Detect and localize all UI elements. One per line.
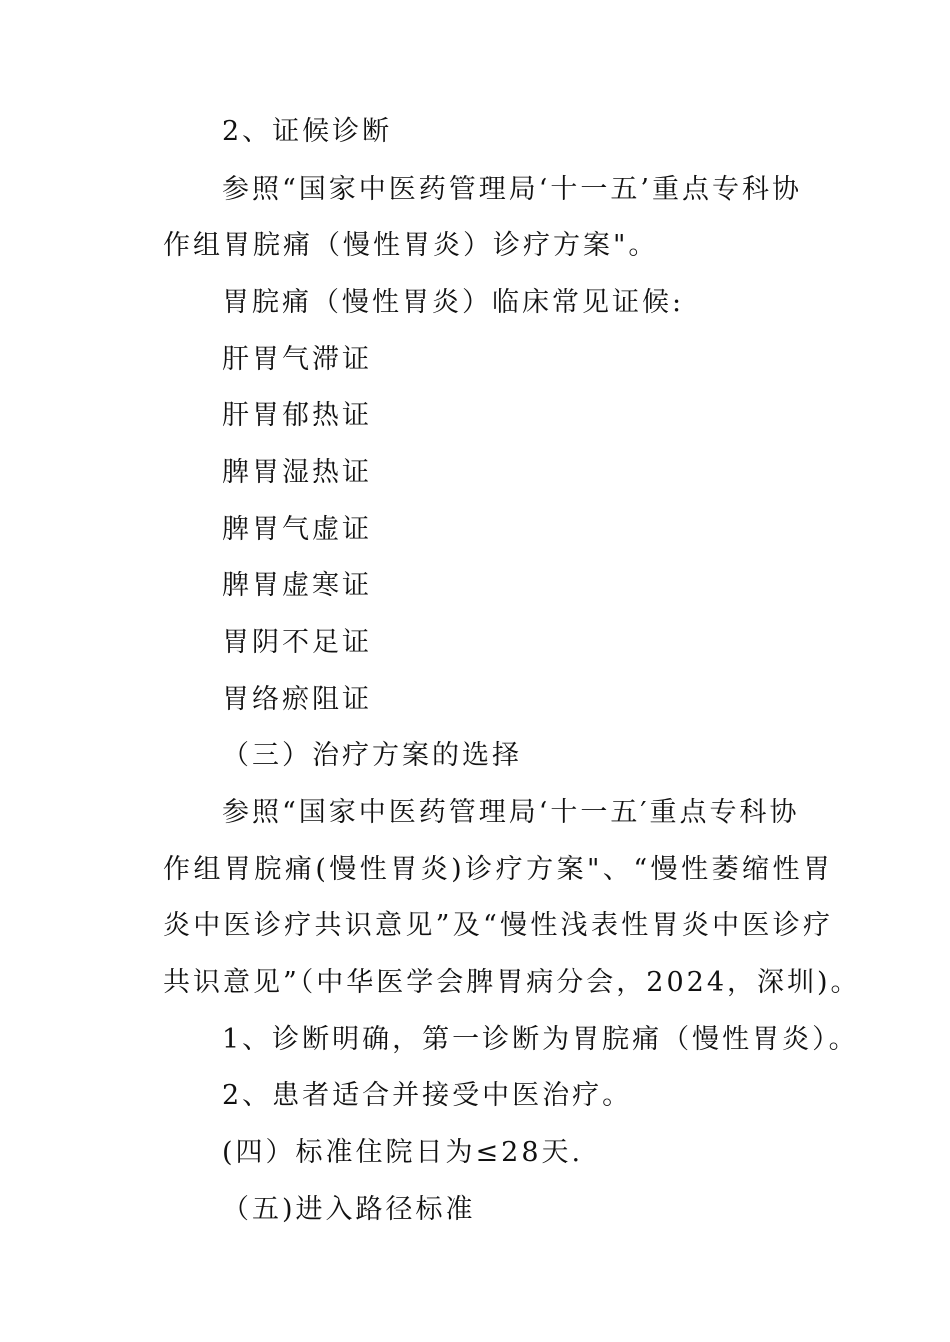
syndrome-item: 肝胃郁热证 — [222, 400, 372, 431]
syndrome-item: 脾胃湿热证 — [222, 457, 372, 488]
syndrome-item: 胃络瘀阻证 — [222, 684, 372, 715]
paragraph-treatment-reference-line-3: 炎中医诊疗共识意见”及“慢性浅表性胃炎中医诊疗 — [163, 910, 833, 941]
paragraph-treatment-reference-line-2: 作组胃脘痛(慢性胃炎)诊疗方案"、“慢性萎缩性胃 — [163, 854, 833, 885]
syndrome-list-intro: 胃脘痛（慢性胃炎）临床常见证候: — [222, 287, 685, 318]
paragraph-treatment-reference-line-4: 共识意见”（中华医学会脾胃病分会，2024，深圳)。 — [163, 967, 861, 998]
paragraph-reference-line-1: 参照“国家中医药管理局‘十一五’重点专科协 — [222, 174, 802, 205]
syndrome-item: 脾胃虚寒证 — [222, 570, 372, 601]
heading-syndrome-diagnosis: 2、证候诊断 — [222, 116, 393, 147]
syndrome-item: 脾胃气虚证 — [222, 514, 372, 545]
criterion-item: 1、诊断明确，第一诊断为胃脘痛（慢性胃炎）。 — [222, 1024, 859, 1055]
syndrome-item: 胃阴不足证 — [222, 627, 372, 658]
heading-hospital-stay: (四）标准住院日为≤28天. — [222, 1137, 584, 1168]
criterion-item: 2、患者适合并接受中医治疗。 — [222, 1080, 633, 1111]
syndrome-item: 肝胃气滞证 — [222, 344, 372, 375]
paragraph-treatment-reference-line-1: 参照“国家中医药管理局‘十一五′重点专科协 — [222, 797, 800, 828]
paragraph-reference-line-2: 作组胃脘痛（慢性胃炎）诊疗方案"。 — [163, 230, 659, 261]
heading-pathway-entry: （五)进入路径标准 — [222, 1194, 476, 1225]
heading-treatment-plan: （三）治疗方案的选择 — [222, 740, 522, 771]
